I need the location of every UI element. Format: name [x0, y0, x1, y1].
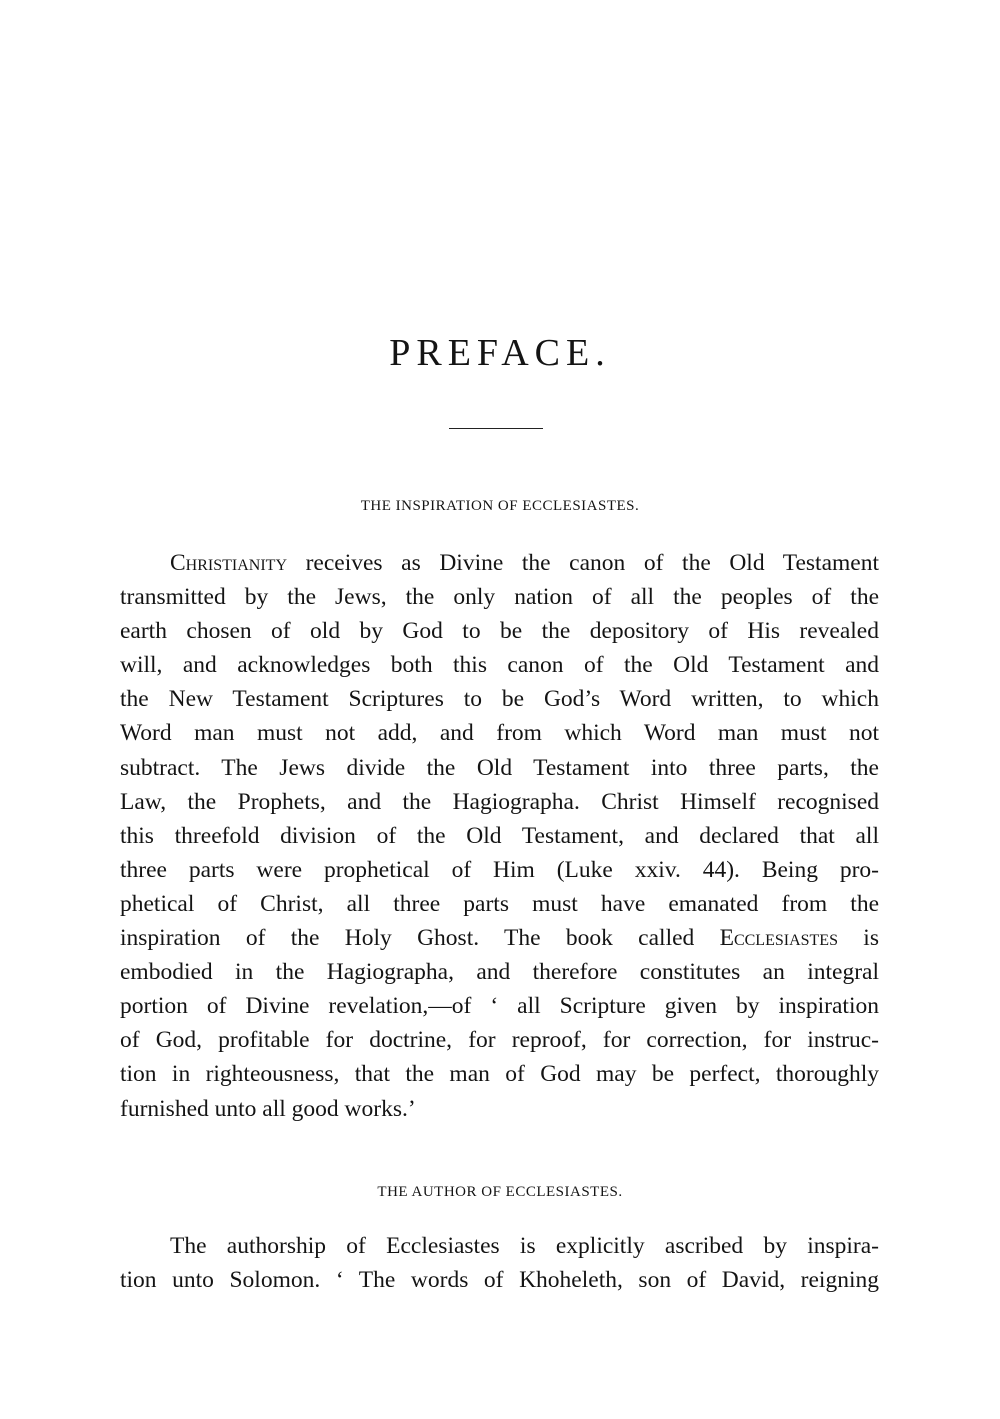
- text-line: three parts were prophetical of Him (Luke xxiv. 44). Being pro-: [120, 856, 879, 883]
- text-line: furnished unto all good works.’: [120, 1095, 416, 1122]
- text-line-tail: is: [837, 925, 879, 952]
- title-divider-rule: [449, 428, 543, 429]
- text-line: Law, the Prophets, and the Hagiographa. Christ Himself recognised: [120, 788, 879, 815]
- page-title: PREFACE.: [389, 332, 611, 374]
- text-line-content: The authorship of Ecclesiastes is explicitly ascribed by inspira-: [170, 1233, 879, 1259]
- text-line: embodied in the Hagiographa, and therefore constitutes an integral: [120, 959, 879, 986]
- paragraph-inspiration: [120, 546, 879, 1126]
- text-line: tion in righteousness, that the man of God may be perfect, thoroughly: [120, 1061, 879, 1088]
- text-line: earth chosen of old by God to be the depository of His revealed: [120, 618, 879, 645]
- text-line: transmitted by the Jews, the only nation of all the peoples of the: [120, 584, 879, 611]
- section-heading-inspiration: THE INSPIRATION OF ECCLESIASTES.: [360, 498, 640, 514]
- section-heading-author: THE AUTHOR OF ECCLESIASTES.: [377, 1184, 623, 1200]
- text-line: [120, 921, 879, 955]
- text-line: portion of Divine revelation,—of ‘ all Scripture given by inspiration: [120, 993, 879, 1020]
- paragraph-author: [120, 1229, 879, 1297]
- text-line-content: receives as Divine the canon of the Old Testament: [287, 550, 879, 576]
- text-line: the New Testament Scriptures to be God’s Word written, to which: [120, 686, 879, 713]
- text-line-content: inspiration of the Holy Ghost. The book called: [120, 925, 720, 952]
- text-line: this threefold division of the Old Testament, and declared that all: [120, 822, 879, 849]
- text-line: [120, 546, 879, 580]
- small-caps-word: Christianity: [170, 550, 287, 576]
- text-line: will, and acknowledges both this canon of the Old Testament and: [120, 652, 879, 679]
- text-line: tion unto Solomon. ‘ The words of Khoheleth, son of David, reigning: [120, 1267, 879, 1294]
- small-caps-word: Ecclesiastes: [719, 925, 838, 952]
- text-line: phetical of Christ, all three parts must have emanated from the: [120, 890, 879, 917]
- text-line: Word man must not add, and from which Word man must not: [120, 720, 879, 747]
- text-line: of God, profitable for doctrine, for reproof, for correction, for instruc-: [120, 1027, 879, 1054]
- text-line: [120, 1229, 879, 1263]
- text-line: subtract. The Jews divide the Old Testament into three parts, the: [120, 754, 879, 781]
